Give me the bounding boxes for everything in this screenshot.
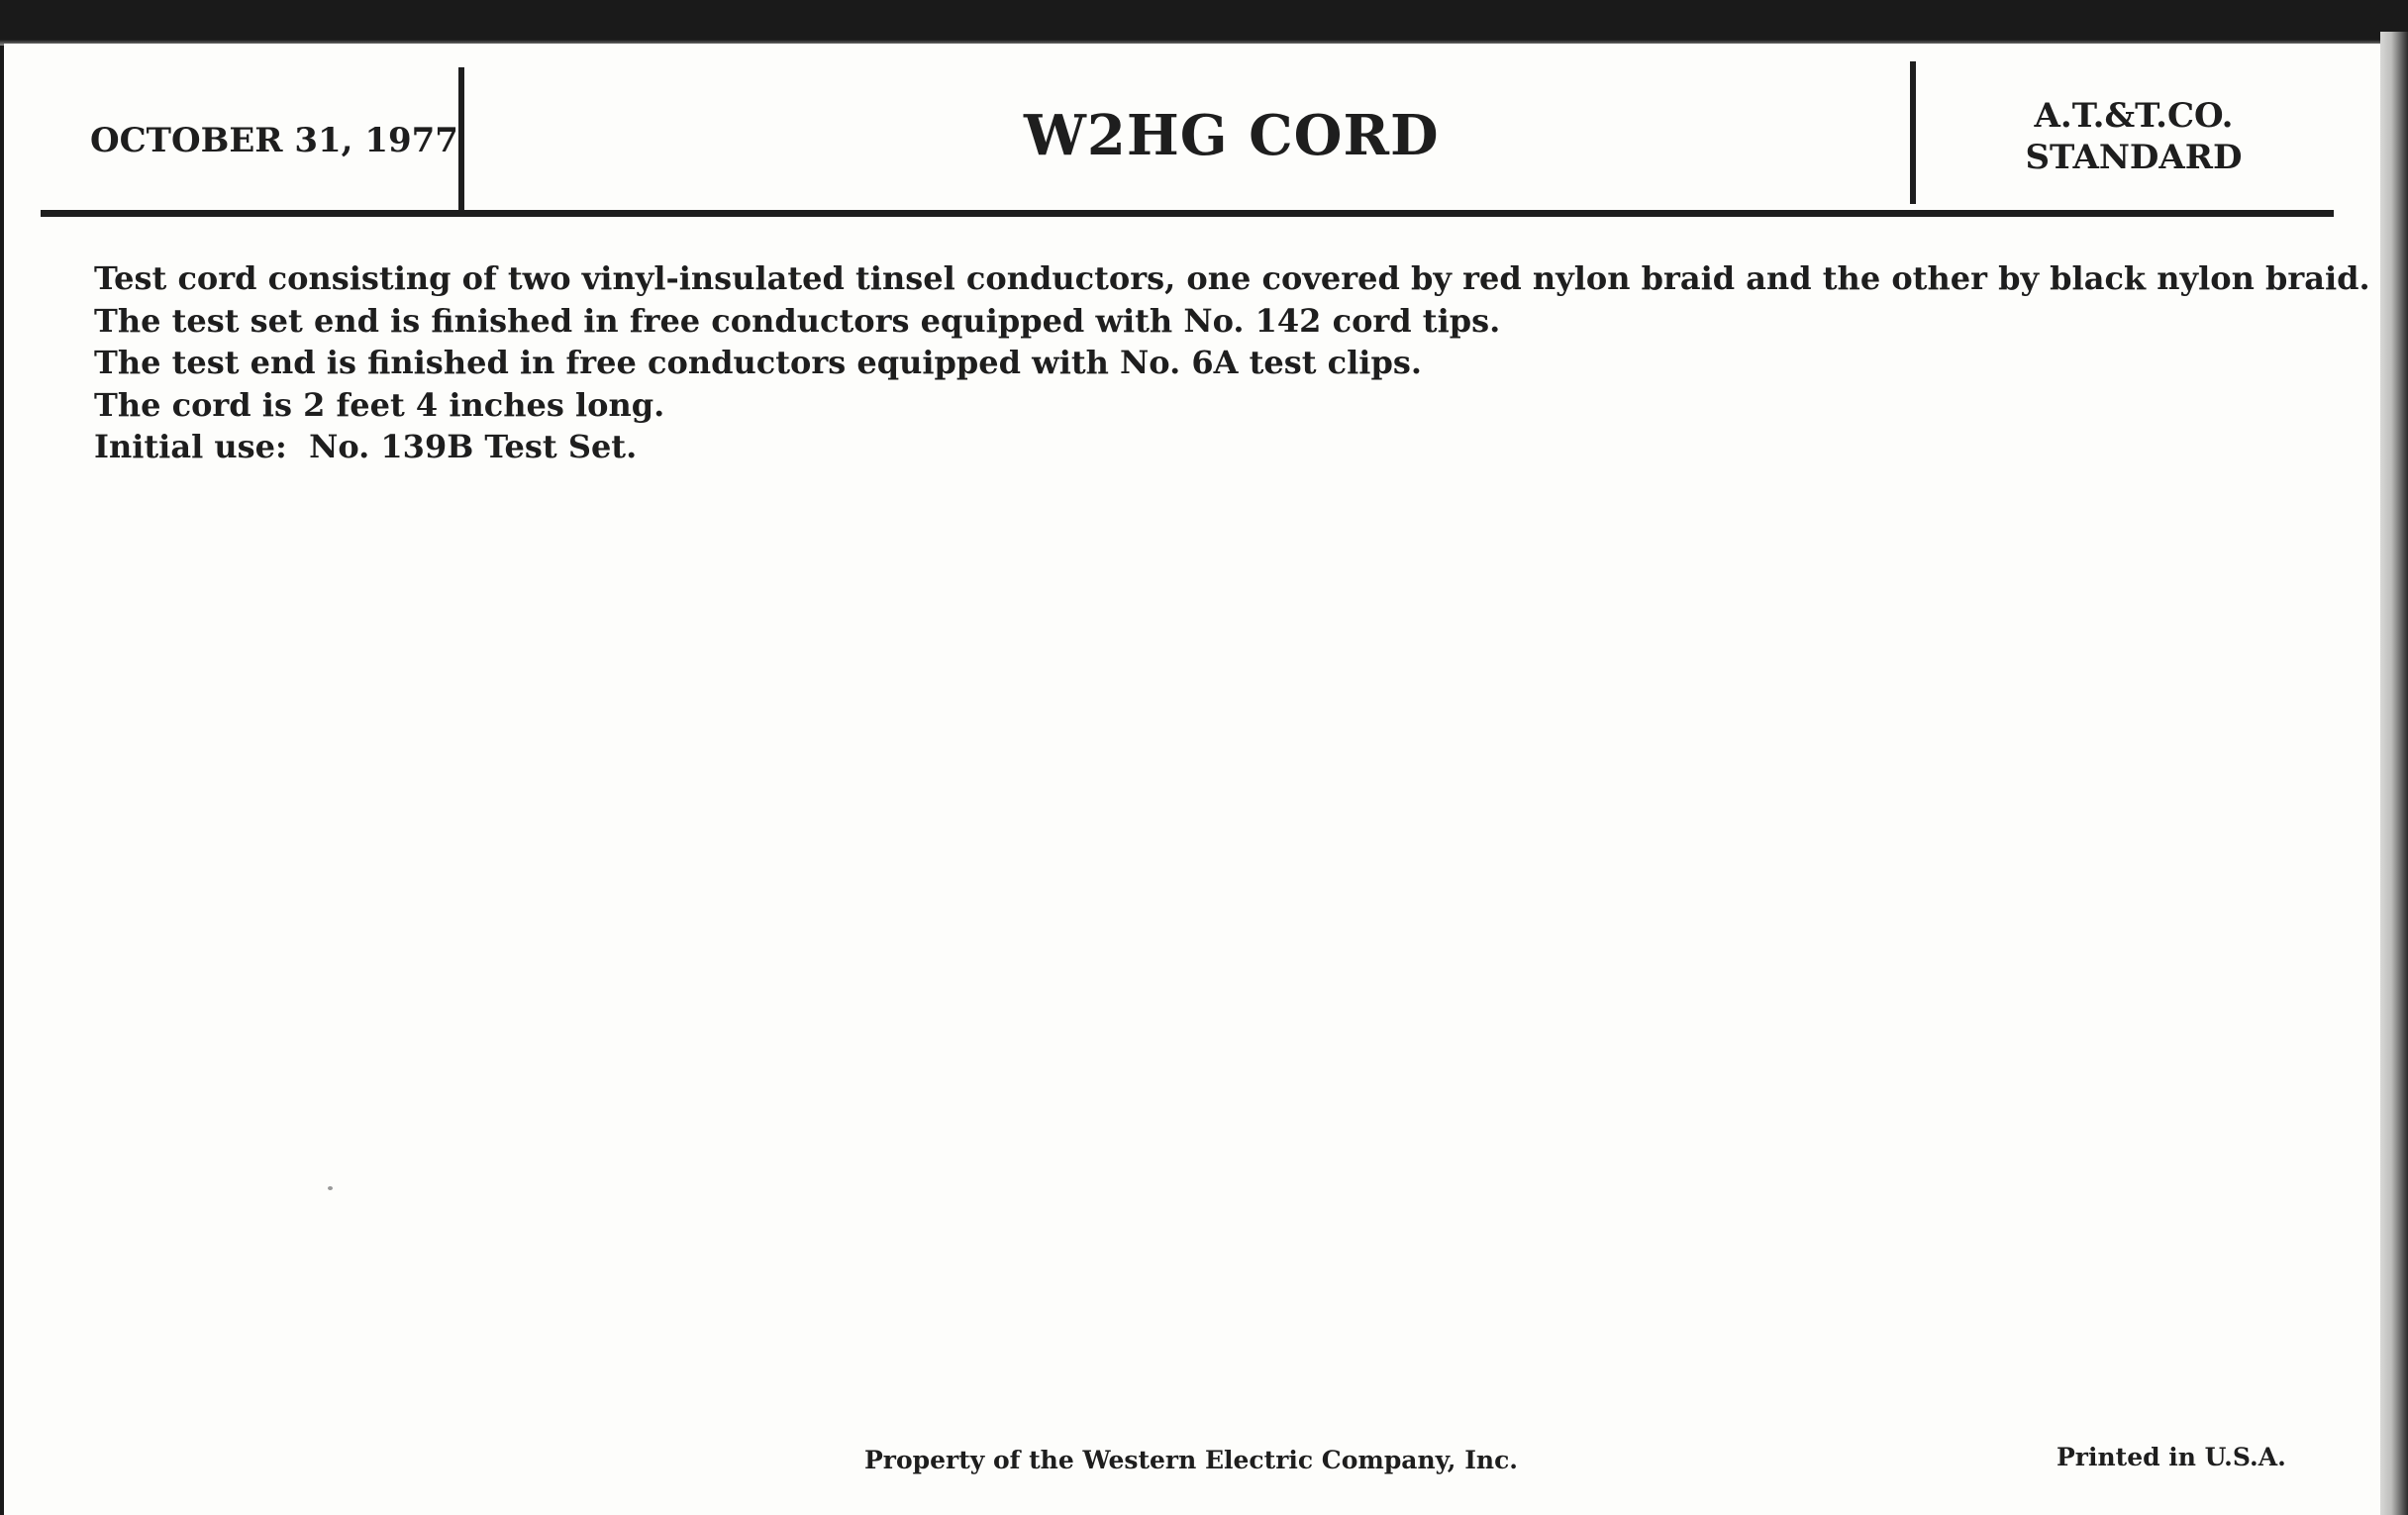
standard-label (1980, 95, 2287, 178)
body-line: The test end is finished in free conductors equipped with No. 6A test clips. (94, 344, 1422, 381)
scan-right-edge (2380, 32, 2408, 1515)
header-divider-left (458, 67, 464, 210)
document-body (94, 257, 2370, 468)
header-divider-right (1910, 61, 1916, 204)
body-line: Test cord consisting of two vinyl-insulated tinsel conductors, one covered by red nylon braid and the other by black nylon braid. (94, 259, 2370, 297)
body-line: The test set end is finished in free conductors equipped with No. 142 cord tips. (94, 301, 1501, 340)
standard-label-line2: STANDARD (2025, 138, 2243, 177)
body-line: The cord is 2 feet 4 inches long. (94, 385, 665, 424)
document-date: OCTOBER 31, 1977 (90, 121, 458, 160)
footer-property-notice: Property of the Western Electric Company, Inc. (864, 1446, 1519, 1474)
header-rule (41, 210, 2334, 217)
document-title: W2HG CORD (1024, 103, 1440, 168)
paper-speck (328, 1186, 333, 1190)
footer-printed-notice: Printed in U.S.A. (2057, 1443, 2286, 1471)
standard-label-line1: A.T.&T.CO. (2034, 96, 2234, 136)
body-line: Initial use: No. 139B Test Set. (94, 428, 638, 465)
